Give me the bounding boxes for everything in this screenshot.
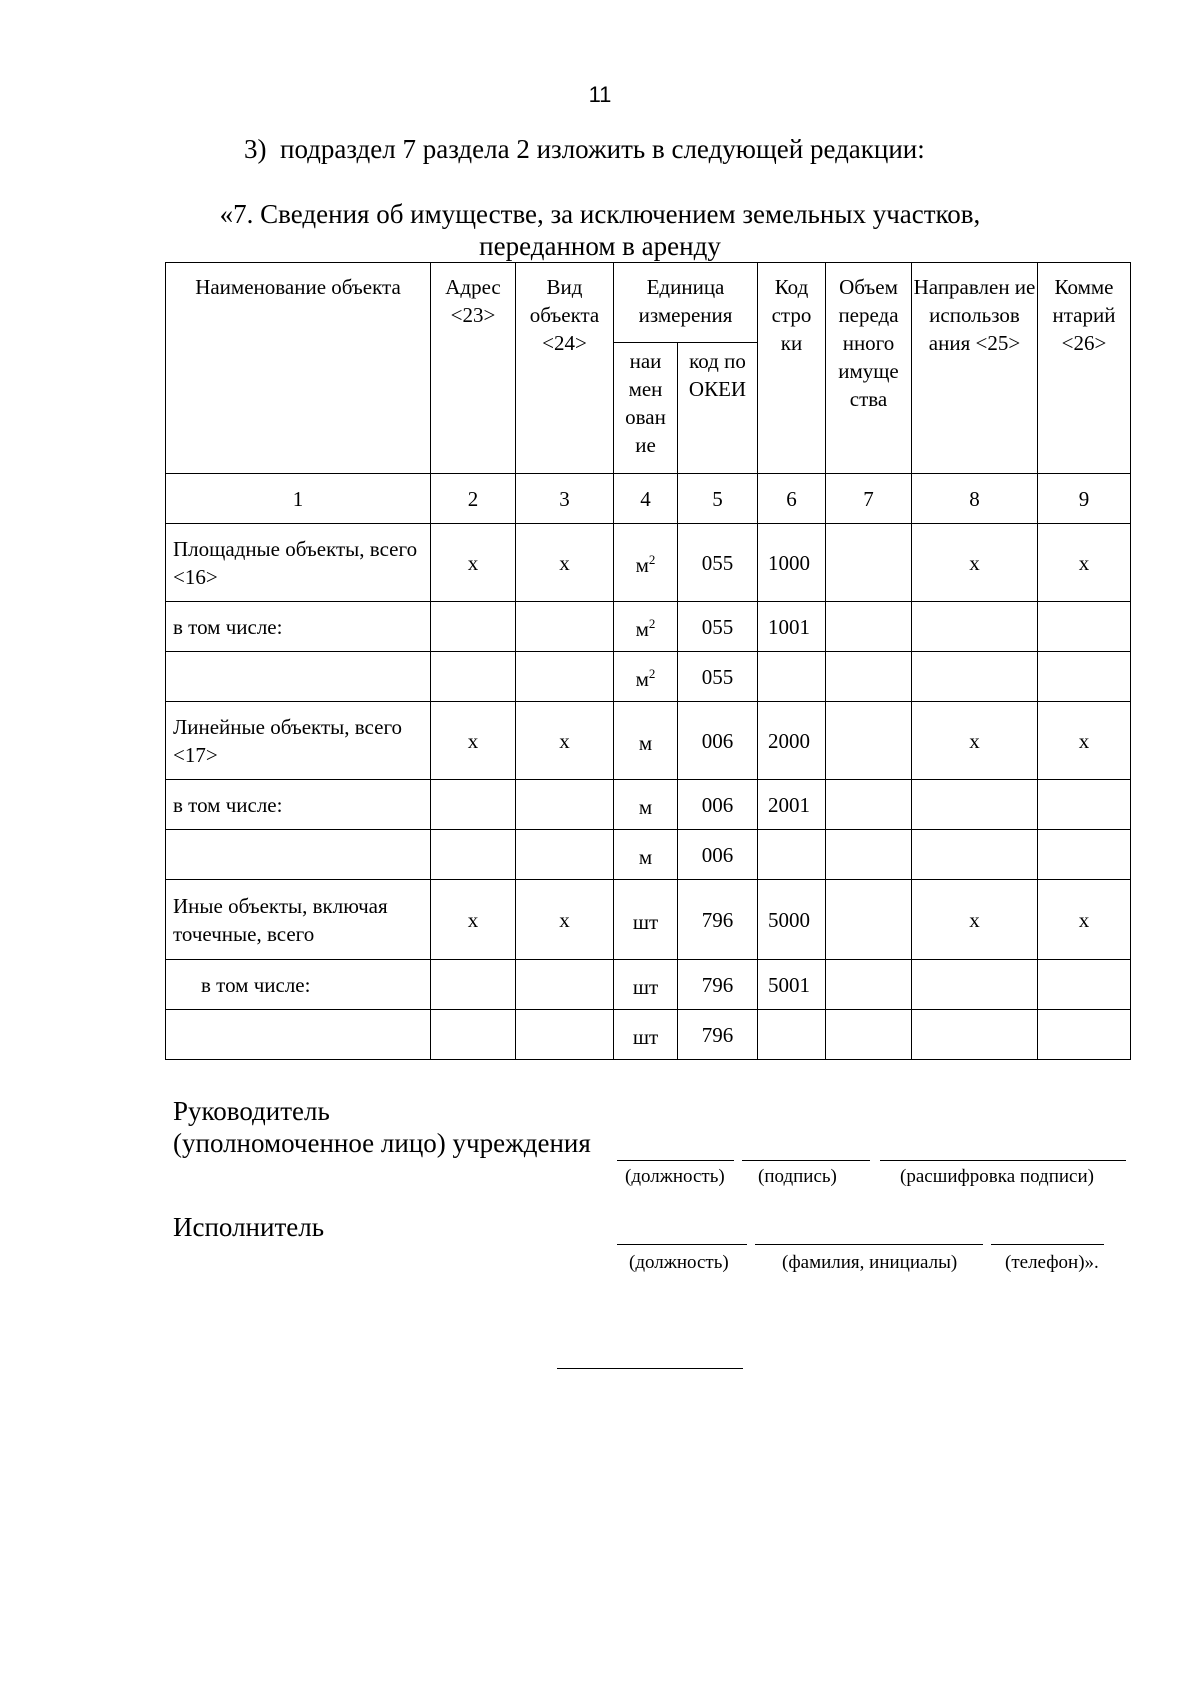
unit-superscript: 2 [648,616,656,631]
row-name: Площадные объекты, всего <16> [166,524,431,602]
row-volume [826,602,912,652]
row-address [431,1010,516,1060]
row-volume [826,524,912,602]
unit-superscript: 2 [648,666,656,681]
head-caption-signature: (подпись) [758,1166,837,1187]
column-number: 7 [826,474,912,524]
row-comment [1038,960,1131,1010]
head-signature-line [742,1160,870,1161]
row-type [516,652,614,702]
row-address: x [431,524,516,602]
row-name: Линейные объекты, всего <17> [166,702,431,780]
row-volume [826,780,912,830]
unit-text: м [635,553,649,577]
unit-text: м [635,667,649,691]
row-type [516,1010,614,1060]
head-decryption-line [880,1160,1126,1161]
row-okei: 006 [678,780,758,830]
table-row [166,702,1131,780]
row-unit [614,602,678,652]
unit-text: м [638,731,653,755]
row-okei: 796 [678,1010,758,1060]
row-direction [912,830,1038,880]
row-comment: x [1038,524,1131,602]
row-comment: x [1038,880,1131,960]
unit-text: шт [632,975,659,999]
table-row [166,830,1131,880]
page-number: 11 [588,82,612,107]
column-number: 4 [614,474,678,524]
header-unit-code: код по ОКЕИ [678,343,758,474]
row-okei: 055 [678,524,758,602]
unit-text: м [635,617,649,641]
row-address [431,602,516,652]
column-number: 2 [431,474,516,524]
row-address [431,780,516,830]
header-volume: Объем переда нного имуще ства [826,263,912,474]
row-code: 1001 [758,602,826,652]
head-caption-position: (должность) [625,1166,725,1187]
table-row [166,602,1131,652]
header-row-code: Код стро ки [758,263,826,474]
row-direction: x [912,702,1038,780]
table-row [166,524,1131,602]
row-unit [614,1010,678,1060]
table-row [166,960,1131,1010]
row-okei: 055 [678,652,758,702]
executor-name-line [755,1244,983,1245]
row-direction [912,652,1038,702]
header-direction: Направлен ие использов ания <25> [912,263,1038,474]
header-unit-name: наи мен ован ие [614,343,678,474]
row-address: x [431,880,516,960]
header-comment: Комме нтарий <26> [1038,263,1131,474]
row-code: 5001 [758,960,826,1010]
row-direction [912,602,1038,652]
row-comment: x [1038,702,1131,780]
row-code [758,652,826,702]
row-code: 1000 [758,524,826,602]
table-row [166,652,1131,702]
unit-text: шт [632,910,659,934]
row-type [516,780,614,830]
row-type [516,830,614,880]
row-address [431,960,516,1010]
table-row [166,880,1131,960]
row-name: в том числе: [166,602,431,652]
property-lease-table [165,262,1131,1060]
row-direction: x [912,524,1038,602]
row-name [166,652,431,702]
row-name: в том числе: [166,780,431,830]
row-name: Иные объекты, включая точечные, всего [166,880,431,960]
row-address [431,830,516,880]
row-unit [614,880,678,960]
closing-separator-line [557,1368,743,1369]
row-unit [614,830,678,880]
head-caption-decryption: (расшифровка подписи) [900,1166,1094,1187]
executor-position-line [617,1244,747,1245]
unit-text: м [638,845,653,869]
row-address: x [431,702,516,780]
header-unit: Единица измерения [614,263,758,343]
row-type: x [516,880,614,960]
row-type [516,602,614,652]
header-name: Наименование объекта [166,263,431,474]
column-number: 3 [516,474,614,524]
executor-caption-phone: (телефон)». [1005,1252,1099,1273]
executor-phone-line [991,1244,1104,1245]
row-okei: 796 [678,960,758,1010]
section-title [160,198,1040,262]
row-unit [614,524,678,602]
section-title-line-1: «7. Сведения об имуществе, за исключением земельных участков, [219,199,981,229]
row-volume [826,702,912,780]
executor-label: Исполнитель [173,1212,325,1242]
table-row [166,1010,1131,1060]
row-name: в том числе: [166,960,431,1010]
head-position-line [617,1160,734,1161]
section-title-line-2: переданном в аренду [479,231,721,261]
row-code: 2001 [758,780,826,830]
column-number: 9 [1038,474,1131,524]
table-row [166,780,1131,830]
row-code [758,830,826,880]
row-comment [1038,1010,1131,1060]
row-code [758,1010,826,1060]
head-label-line-1: Руководитель [173,1096,330,1126]
row-code: 2000 [758,702,826,780]
row-direction [912,780,1038,830]
row-code: 5000 [758,880,826,960]
row-volume [826,960,912,1010]
row-comment [1038,652,1131,702]
head-label-line-2: (уполномоченное лицо) учреждения [173,1128,591,1158]
instruction-text: 3) подраздел 7 раздела 2 изложить в следующей редакции: [244,134,925,164]
row-name [166,830,431,880]
row-type [516,960,614,1010]
row-volume [826,880,912,960]
row-okei: 006 [678,702,758,780]
row-type: x [516,702,614,780]
row-volume [826,652,912,702]
column-number: 1 [166,474,431,524]
header-object-type: Вид объекта <24> [516,263,614,474]
row-okei: 055 [678,602,758,652]
column-number: 5 [678,474,758,524]
row-direction: x [912,880,1038,960]
header-address: Адрес <23> [431,263,516,474]
row-comment [1038,830,1131,880]
unit-superscript: 2 [648,552,656,567]
unit-text: м [638,795,653,819]
row-volume [826,830,912,880]
row-comment [1038,780,1131,830]
executor-caption-position: (должность) [629,1252,729,1273]
column-number: 6 [758,474,826,524]
row-unit [614,652,678,702]
row-name [166,1010,431,1060]
row-direction [912,1010,1038,1060]
column-number-row [166,474,1131,524]
executor-caption-name: (фамилия, инициалы) [782,1252,958,1273]
row-unit [614,960,678,1010]
column-number: 8 [912,474,1038,524]
row-unit [614,702,678,780]
unit-text: шт [632,1025,659,1049]
row-comment [1038,602,1131,652]
row-okei: 796 [678,880,758,960]
row-direction [912,960,1038,1010]
row-unit [614,780,678,830]
row-volume [826,1010,912,1060]
row-address [431,652,516,702]
row-okei: 006 [678,830,758,880]
row-type: x [516,524,614,602]
